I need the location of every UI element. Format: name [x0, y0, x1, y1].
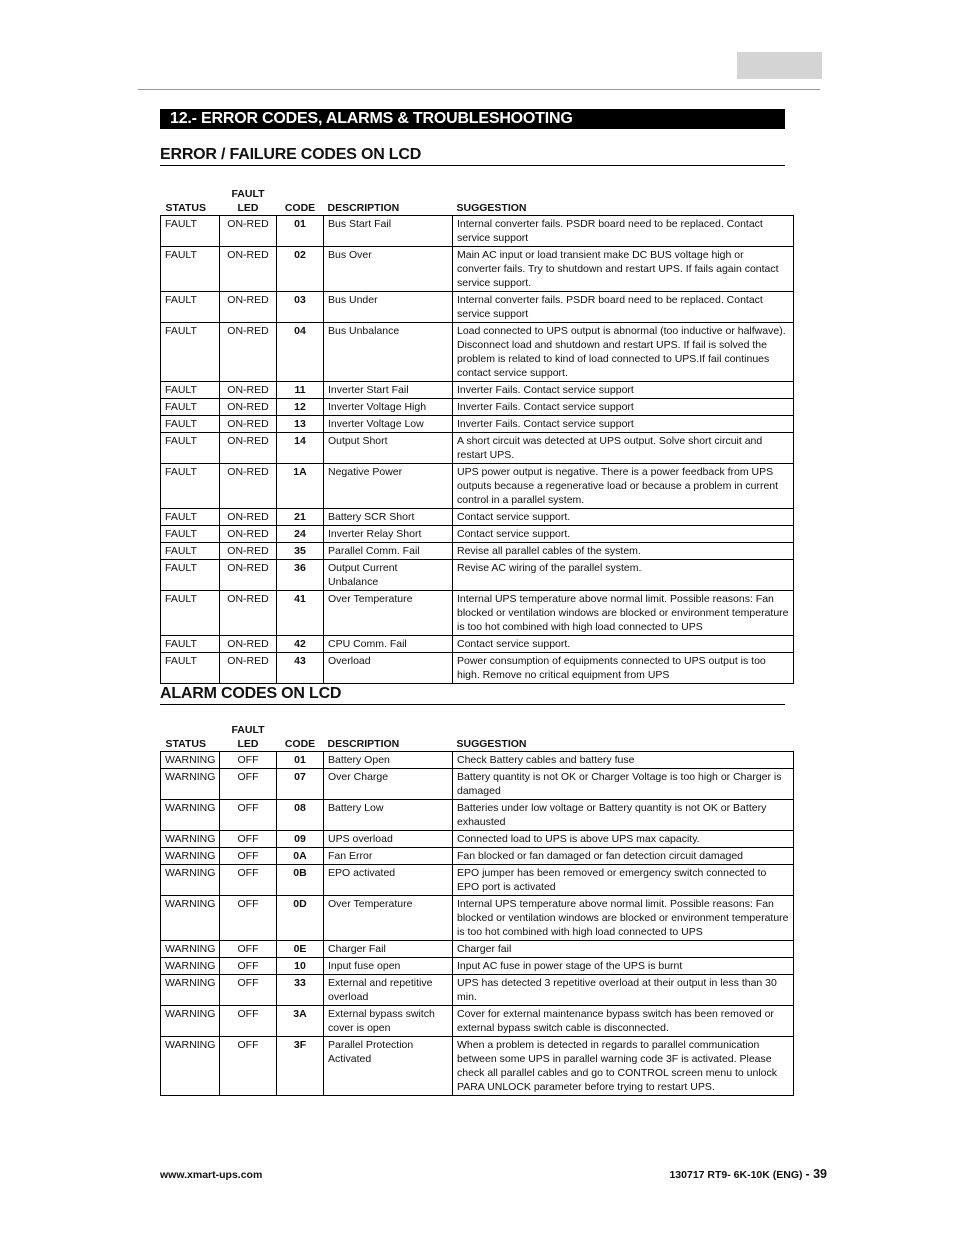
cell-suggestion: Battery quantity is not OK or Charger Voltage is too high or Charger is damaged — [453, 769, 794, 800]
cell-description: Parallel Comm. Fail — [324, 543, 453, 560]
cell-suggestion: Check Battery cables and battery fuse — [453, 752, 794, 769]
cell-code: 35 — [277, 543, 324, 560]
cell-fault-led: ON-RED — [220, 323, 277, 382]
table-row — [161, 464, 794, 509]
cell-status: FAULT — [161, 560, 220, 591]
table-row — [161, 292, 794, 323]
cell-suggestion: Internal converter fails. PSDR board need to be replaced. Contact service support — [453, 216, 794, 247]
cell-fault-led: ON-RED — [220, 399, 277, 416]
cell-fault-led: ON-RED — [220, 433, 277, 464]
cell-code: 12 — [277, 399, 324, 416]
table-row — [161, 958, 794, 975]
cell-fault-led: ON-RED — [220, 464, 277, 509]
cell-suggestion: Contact service support. — [453, 526, 794, 543]
cell-suggestion: A short circuit was detected at UPS output. Solve short circuit and restart UPS. — [453, 433, 794, 464]
cell-code: 09 — [277, 831, 324, 848]
col-header-status: STATUS — [165, 202, 206, 214]
cell-description: Inverter Voltage Low — [324, 416, 453, 433]
cell-status: FAULT — [161, 323, 220, 382]
cell-code: 03 — [277, 292, 324, 323]
cell-status: FAULT — [161, 591, 220, 636]
table-row — [161, 526, 794, 543]
cell-code: 41 — [277, 591, 324, 636]
page-number: - 39 — [805, 1167, 827, 1181]
cell-status: FAULT — [161, 653, 220, 684]
cell-status: WARNING — [161, 831, 220, 848]
cell-status: WARNING — [161, 769, 220, 800]
cell-suggestion: Connected load to UPS is above UPS max capacity. — [453, 831, 794, 848]
cell-suggestion: Inverter Fails. Contact service support — [453, 416, 794, 433]
cell-code: 04 — [277, 323, 324, 382]
cell-suggestion: UPS power output is negative. There is a power feedback from UPS outputs because a regenerative load or because a problem in current control in a parallel system. — [453, 464, 794, 509]
cell-description: Overload — [324, 653, 453, 684]
cell-description: Charger Fail — [324, 941, 453, 958]
cell-code: 14 — [277, 433, 324, 464]
cell-code: 43 — [277, 653, 324, 684]
error-codes-table — [160, 187, 794, 684]
cell-code: 3F — [277, 1037, 324, 1096]
col-header-description: DESCRIPTION — [327, 738, 400, 750]
cell-fault-led: OFF — [220, 848, 277, 865]
cell-description: Fan Error — [324, 848, 453, 865]
table-row — [161, 896, 794, 941]
cell-code: 0D — [277, 896, 324, 941]
cell-status: FAULT — [161, 247, 220, 292]
cell-description: Bus Unbalance — [324, 323, 453, 382]
cell-code: 02 — [277, 247, 324, 292]
cell-fault-led: ON-RED — [220, 292, 277, 323]
cell-status: WARNING — [161, 896, 220, 941]
cell-suggestion: Revise all parallel cables of the system. — [453, 543, 794, 560]
table-row — [161, 800, 794, 831]
cell-fault-led: OFF — [220, 769, 277, 800]
table-row — [161, 1006, 794, 1037]
cell-fault-led: OFF — [220, 941, 277, 958]
error-table-body — [161, 216, 794, 684]
cell-suggestion: Internal UPS temperature above normal limit. Possible reasons: Fan blocked or ventilation windows are blocked or environment temperature is too hot combined with high load connected to UPS — [453, 896, 794, 941]
cell-fault-led: ON-RED — [220, 216, 277, 247]
col-header-fault-led — [220, 723, 277, 752]
cell-code: 0A — [277, 848, 324, 865]
alarm-codes-heading: ALARM CODES ON LCD — [160, 685, 785, 705]
cell-description: Inverter Start Fail — [324, 382, 453, 399]
error-codes-heading: ERROR / FAILURE CODES ON LCD — [160, 146, 785, 166]
cell-description: External and repetitive overload — [324, 975, 453, 1006]
cell-description: Bus Over — [324, 247, 453, 292]
cell-status: FAULT — [161, 292, 220, 323]
cell-fault-led: ON-RED — [220, 543, 277, 560]
cell-status: FAULT — [161, 526, 220, 543]
cell-description: Bus Under — [324, 292, 453, 323]
cell-fault-led: ON-RED — [220, 653, 277, 684]
cell-suggestion: Input AC fuse in power stage of the UPS is burnt — [453, 958, 794, 975]
cell-description: Over Charge — [324, 769, 453, 800]
cell-description: Inverter Relay Short — [324, 526, 453, 543]
cell-description: Output Short — [324, 433, 453, 464]
table-row — [161, 831, 794, 848]
col-header-fault-led — [220, 187, 277, 216]
cell-suggestion: Batteries under low voltage or Battery quantity is not OK or Battery exhausted — [453, 800, 794, 831]
cell-fault-led: ON-RED — [220, 636, 277, 653]
cell-code: 01 — [277, 752, 324, 769]
table-row — [161, 543, 794, 560]
cell-code: 21 — [277, 509, 324, 526]
cell-description: Over Temperature — [324, 896, 453, 941]
col-header-suggestion: SUGGESTION — [456, 202, 527, 214]
cell-status: WARNING — [161, 1037, 220, 1096]
cell-fault-led: ON-RED — [220, 416, 277, 433]
cell-fault-led: OFF — [220, 800, 277, 831]
cell-status: WARNING — [161, 941, 220, 958]
col-header-fault-led-line1: FAULT — [231, 724, 265, 736]
table-row — [161, 399, 794, 416]
cell-description: Battery Open — [324, 752, 453, 769]
cell-fault-led: OFF — [220, 1037, 277, 1096]
cell-code: 07 — [277, 769, 324, 800]
cell-code: 1A — [277, 464, 324, 509]
cell-status: WARNING — [161, 800, 220, 831]
cell-suggestion: EPO jumper has been removed or emergency switch connected to EPO port is activated — [453, 865, 794, 896]
cell-description: Bus Start Fail — [324, 216, 453, 247]
cell-fault-led: ON-RED — [220, 382, 277, 399]
cell-code: 11 — [277, 382, 324, 399]
cell-status: FAULT — [161, 216, 220, 247]
col-header-code: CODE — [284, 202, 316, 214]
cell-suggestion: UPS has detected 3 repetitive overload at their output in less than 30 min. — [453, 975, 794, 1006]
cell-code: 0B — [277, 865, 324, 896]
col-header-suggestion: SUGGESTION — [456, 738, 527, 750]
cell-code: 3A — [277, 1006, 324, 1037]
cell-description: Over Temperature — [324, 591, 453, 636]
table-row — [161, 941, 794, 958]
table-row — [161, 416, 794, 433]
table-row — [161, 560, 794, 591]
header-rule — [138, 89, 820, 90]
cell-fault-led: ON-RED — [220, 526, 277, 543]
cell-status: WARNING — [161, 752, 220, 769]
cell-suggestion: Inverter Fails. Contact service support — [453, 399, 794, 416]
col-header-description: DESCRIPTION — [327, 202, 400, 214]
cell-suggestion: Revise AC wiring of the parallel system. — [453, 560, 794, 591]
cell-code: 08 — [277, 800, 324, 831]
table-row — [161, 848, 794, 865]
col-header-code: CODE — [284, 738, 316, 750]
cell-fault-led: ON-RED — [220, 509, 277, 526]
cell-description: External bypass switch cover is open — [324, 1006, 453, 1037]
cell-suggestion: Internal UPS temperature above normal limit. Possible reasons: Fan blocked or ventilation windows are blocked or environment temperature is too hot combined with high load connected to UPS — [453, 591, 794, 636]
cell-status: FAULT — [161, 399, 220, 416]
table-row — [161, 769, 794, 800]
table-row — [161, 433, 794, 464]
cell-code: 42 — [277, 636, 324, 653]
cell-fault-led: ON-RED — [220, 247, 277, 292]
table-row — [161, 752, 794, 769]
cell-suggestion: Fan blocked or fan damaged or fan detection circuit damaged — [453, 848, 794, 865]
cell-fault-led: ON-RED — [220, 560, 277, 591]
alarm-codes-table — [160, 723, 794, 1096]
table-row — [161, 382, 794, 399]
table-row — [161, 247, 794, 292]
cell-suggestion: Inverter Fails. Contact service support — [453, 382, 794, 399]
cell-code: 24 — [277, 526, 324, 543]
table-row — [161, 636, 794, 653]
cell-suggestion: Load connected to UPS output is abnormal (too inductive or halfwave). Disconnect load and shutdown and restart UPS. If fail is solved the problem is related to kind of load connected to UPS.If fail continues contact service support. — [453, 323, 794, 382]
cell-description: CPU Comm. Fail — [324, 636, 453, 653]
table-header-row — [161, 187, 794, 216]
cell-suggestion: Power consumption of equipments connected to UPS output is too high. Remove no critical equipment from UPS — [453, 653, 794, 684]
cell-status: WARNING — [161, 958, 220, 975]
table-row — [161, 1037, 794, 1096]
table-row — [161, 975, 794, 1006]
table-row — [161, 216, 794, 247]
footer-doc-ref — [669, 1167, 827, 1181]
cell-suggestion: Contact service support. — [453, 509, 794, 526]
cell-description: Inverter Voltage High — [324, 399, 453, 416]
section-title-banner — [160, 109, 785, 129]
cell-code: 10 — [277, 958, 324, 975]
table-row — [161, 653, 794, 684]
cell-code: 01 — [277, 216, 324, 247]
cell-suggestion: Internal converter fails. PSDR board need to be replaced. Contact service support — [453, 292, 794, 323]
cell-status: WARNING — [161, 848, 220, 865]
cell-suggestion: When a problem is detected in regards to parallel communication between some UPS in parallel warning code 3F is activated. Please check all parallel cables and go to CONTROL screen menu to unlock PARA UNLOCK parameter before trying to restart UPS. — [453, 1037, 794, 1096]
cell-fault-led: OFF — [220, 831, 277, 848]
cell-fault-led: OFF — [220, 865, 277, 896]
alarm-table-body — [161, 752, 794, 1096]
cell-status: FAULT — [161, 543, 220, 560]
cell-status: FAULT — [161, 433, 220, 464]
footer-website: www.xmart-ups.com — [160, 1169, 263, 1181]
cell-code: 33 — [277, 975, 324, 1006]
cell-fault-led: ON-RED — [220, 591, 277, 636]
cell-description: UPS overload — [324, 831, 453, 848]
cell-code: 36 — [277, 560, 324, 591]
cell-description: Battery Low — [324, 800, 453, 831]
cell-status: FAULT — [161, 464, 220, 509]
col-header-status: STATUS — [165, 738, 206, 750]
cell-suggestion: Charger fail — [453, 941, 794, 958]
cell-code: 13 — [277, 416, 324, 433]
footer-doc-id: 130717 RT9- 6K-10K (ENG) — [669, 1169, 803, 1181]
cell-description: Battery SCR Short — [324, 509, 453, 526]
col-header-fault-led-line2: LED — [237, 202, 259, 214]
cell-suggestion: Contact service support. — [453, 636, 794, 653]
header-tab-box — [737, 52, 822, 79]
cell-fault-led: OFF — [220, 752, 277, 769]
cell-suggestion: Cover for external maintenance bypass switch has been removed or external bypass switch cable is disconnected. — [453, 1006, 794, 1037]
table-row — [161, 509, 794, 526]
table-row — [161, 591, 794, 636]
cell-status: WARNING — [161, 865, 220, 896]
section-title: 12.- ERROR CODES, ALARMS & TROUBLESHOOTING — [170, 110, 573, 127]
col-header-fault-led-line2: LED — [237, 738, 259, 750]
cell-description: Output Current Unbalance — [324, 560, 453, 591]
cell-status: FAULT — [161, 382, 220, 399]
cell-fault-led: OFF — [220, 896, 277, 941]
col-header-fault-led-line1: FAULT — [231, 188, 265, 200]
cell-status: FAULT — [161, 509, 220, 526]
cell-fault-led: OFF — [220, 958, 277, 975]
table-row — [161, 865, 794, 896]
cell-fault-led: OFF — [220, 975, 277, 1006]
table-header-row — [161, 723, 794, 752]
cell-fault-led: OFF — [220, 1006, 277, 1037]
cell-description: EPO activated — [324, 865, 453, 896]
cell-description: Negative Power — [324, 464, 453, 509]
cell-status: FAULT — [161, 416, 220, 433]
cell-code: 0E — [277, 941, 324, 958]
cell-status: WARNING — [161, 1006, 220, 1037]
cell-description: Parallel Protection Activated — [324, 1037, 453, 1096]
cell-suggestion: Main AC input or load transient make DC BUS voltage high or converter fails. Try to shutdown and restart UPS. If fails again contact service support. — [453, 247, 794, 292]
cell-status: WARNING — [161, 975, 220, 1006]
cell-status: FAULT — [161, 636, 220, 653]
table-row — [161, 323, 794, 382]
cell-description: Input fuse open — [324, 958, 453, 975]
